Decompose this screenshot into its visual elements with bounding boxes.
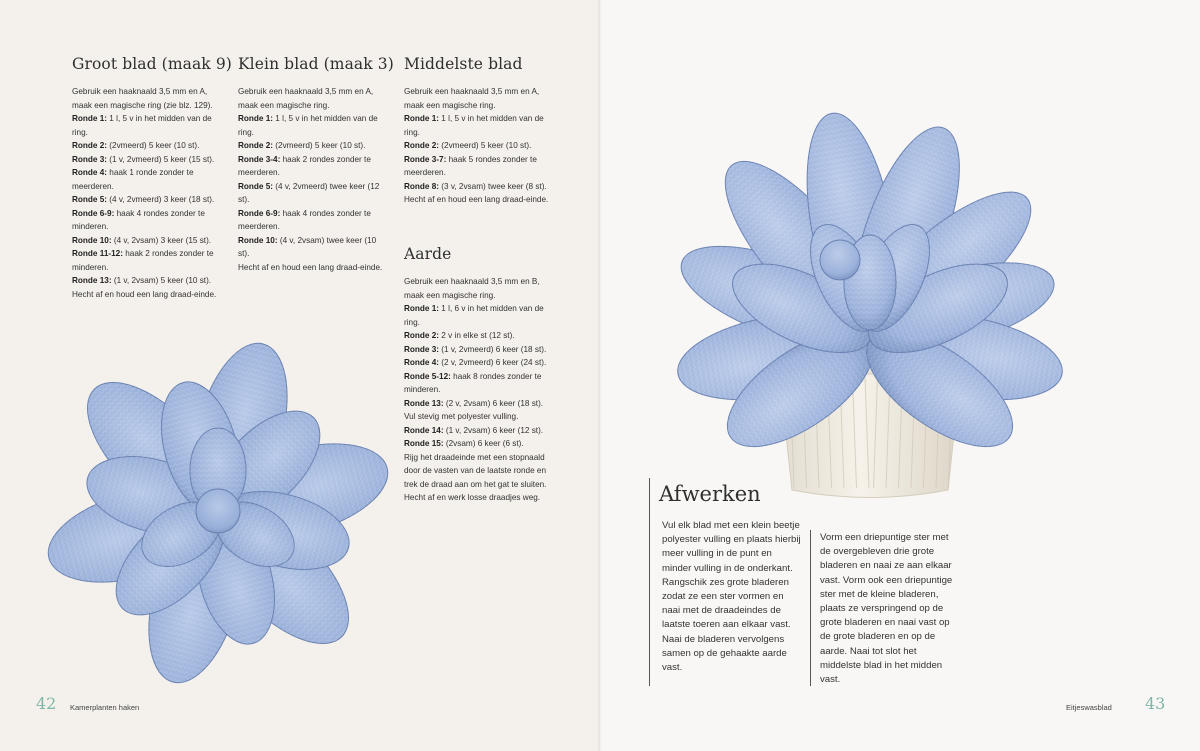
section-title: Klein blad (maak 3) [238,55,394,73]
pattern-row [72,276,211,285]
row-text: 1 l, 6 v in het midden van de ring. [404,304,544,327]
outro: Hecht af en houd een lang draad-einde. [72,289,217,299]
row-label: Ronde 11-12: [72,249,123,258]
outro: Hecht af en houd een lang draad-einde. [238,262,383,272]
row-label: Ronde 1: [404,114,440,123]
row-label: Ronde 5: [238,181,274,191]
row-label: Ronde 2: [72,141,108,150]
pattern-row [404,426,543,435]
pattern-row [72,195,214,204]
pattern-row [404,372,541,395]
pattern-row [404,182,547,191]
row-label: Ronde 10: [72,235,112,245]
section-title: Aarde [404,245,452,263]
intro: Gebruik een haaknaald 3,5 mm en B, maak een magische ring. [404,277,540,300]
row-text: (4 v, 2vsam) twee keer (10 st). [238,235,377,258]
row-label: Ronde 4: [404,358,440,367]
pattern-row [238,182,379,205]
row-label: Ronde 5-12: [404,371,451,381]
pattern-text [404,85,554,207]
row-label: Ronde 2: [404,331,440,340]
center-leaf [820,240,860,280]
pattern-row [72,141,199,150]
pattern-row [238,141,365,150]
intro: Gebruik een haaknaald 3,5 mm en A, maak een magische ring. [404,87,540,110]
row-label: Ronde 3: [404,344,440,354]
pattern-row [238,209,371,232]
row-text: 1 l, 5 v in het midden van de ring. [72,114,212,137]
section-title: Groot blad (maak 9) [72,55,232,73]
row-text: 2 v in elke st (12 st). [439,331,515,340]
page-gutter [598,0,604,751]
pattern-row [404,331,515,340]
row-text: (2vmeerd) 5 keer (10 st). [273,141,366,150]
finishing-text-col1: Vul elk blad met een klein beetje polyester vulling en plaats hierbij meer vulling in de punt en minder vulling in de onderkant. Rangschik zes grote bladeren zodat ze een ster vormen en naai met de draadeindes de laatste toeren aan elkaar vast. Naai de bladeren vervolgens samen op de gehaakte aarde vast. [662,520,801,674]
row-text: haak 5 rondes zonder te meerderen. [404,154,537,177]
finishing-divider [810,530,811,686]
page-number-left: 42 [36,694,57,713]
row-text: haak 2 rondes zonder te meerderen. [238,154,371,177]
crochet-succulent-in-pot-icon [650,60,1110,505]
finishing-text-col2: Vorm een driepuntige ster met de overgebleven drie grote bladeren en naai ze aan elkaar vast. Vorm ook een driepuntige ster met de kleine bladeren, plaats ze verspringend op de grote bladeren en naai vast op de grote bladeren en op de aarde. Naai tot slot het middelste blad in het midden vast. [820,532,953,686]
row-label: Ronde 13: [72,276,112,285]
row-text: (4 v, 2vmeerd) 3 keer (18 st). [107,195,215,204]
pattern-row [404,304,544,327]
row-text: (1 v, 2vmeerd) 6 keer (18 st). [439,344,547,354]
finishing-title: Afwerken [659,482,761,506]
row-label: Ronde 1: [238,114,274,123]
row-text: haak 4 rondes zonder te meerderen. [238,208,371,231]
section-klein-blad [238,55,394,274]
row-text: (1 v, 2vsam) 5 keer (10 st). [111,276,212,285]
crochet-succulent-top-view-icon [18,318,418,703]
outro: Hecht af en houd een lang draad-einde. [404,195,549,204]
pattern-row [72,155,214,164]
pattern-row [238,236,376,259]
row-label: Ronde 2: [238,141,274,150]
row-text: (2vsam) 6 keer (6 st). [443,439,524,448]
intro: Gebruik een haaknaald 3,5 mm en A, maak een magische ring. [238,87,374,110]
pattern-row [404,439,524,448]
row-label: Ronde 3-7: [404,154,447,164]
pattern-row [404,114,544,137]
row-text: haak 1 ronde zonder te meerderen. [72,168,194,191]
pattern-row [404,155,537,178]
row-label: Ronde 1: [404,304,440,313]
pattern-row [404,141,531,150]
running-footer-left: Kamerplanten haken [70,703,140,712]
row-label: Ronde 15: [404,439,444,448]
finishing-rule [649,478,650,686]
row-label: Ronde 14: [404,425,444,435]
page-number-right: 43 [1145,694,1166,713]
row-text: (4 v, 2vsam) 3 keer (15 st). [111,235,212,245]
pattern-row [72,209,205,232]
section-middelste-blad [404,55,554,207]
pattern-row [238,114,378,137]
pattern-row [72,236,211,245]
pattern-row [72,249,214,272]
row-text: (1 v, 2vmeerd) 5 keer (15 st). [107,154,215,164]
row-text: (3 v, 2vsam) twee keer (8 st). [439,181,547,191]
intro: Gebruik een haaknaald 3,5 mm en A, maak een magische ring (zie blz. 129). [72,87,213,110]
row-text: 1 l, 5 v in het midden van de ring. [238,114,378,137]
row-label: Ronde 13: [404,398,444,408]
row-label: Ronde 1: [72,114,108,123]
section-title: Middelste blad [404,55,523,73]
row-text: haak 2 rondes zonder te minderen. [72,249,214,272]
section-groot-blad [72,55,232,301]
row-label: Ronde 5: [72,195,108,204]
row-label: Ronde 6-9: [72,208,115,218]
pattern-text [72,85,224,301]
row-text: (2 v, 2vmeerd) 6 keer (24 st). [439,358,547,367]
row-label: Ronde 10: [238,235,278,245]
row-label: Ronde 4: [72,168,108,177]
row-label: Ronde 6-9: [238,208,281,218]
row-label: Ronde 3: [72,154,108,164]
row-label: Ronde 8: [404,181,440,191]
row-text: haak 4 rondes zonder te minderen. [72,208,205,231]
row-text: (1 v, 2vsam) 6 keer (12 st). [443,425,544,435]
running-footer-right: Eitjeswasblad [1066,703,1112,712]
row-text: 1 l, 5 v in het midden van de ring. [404,114,544,137]
pattern-row [404,345,546,354]
row-label: Ronde 2: [404,141,440,150]
row-label: Ronde 3-4: [238,154,281,164]
row-text: haak 8 rondes zonder te minderen. [404,371,542,394]
pattern-row [72,114,212,137]
center-leaf [196,489,240,533]
pattern-row [404,412,518,421]
pattern-row [404,358,546,367]
pattern-row [404,399,543,408]
pattern-text [238,85,386,274]
pattern-row [238,155,371,178]
pattern-row [72,168,194,191]
row-text: (2vmeerd) 5 keer (10 st). [439,141,532,150]
row-text: (2vmeerd) 5 keer (10 st). [107,141,200,150]
outro: Rijg het draadeinde met een stopnaald door de vasten van de laatste ronde en trek de draad aan om het gat te sluiten. Hecht af en werk losse draadjes weg. [404,452,547,502]
row-text: (2 v, 2vsam) 6 keer (18 st). [443,398,544,408]
row-text: Vul stevig met polyester vulling. [404,412,519,421]
section-aarde [404,245,554,505]
row-text: (4 v, 2vmeerd) twee keer (12 st). [238,181,380,204]
pattern-text [404,275,554,505]
